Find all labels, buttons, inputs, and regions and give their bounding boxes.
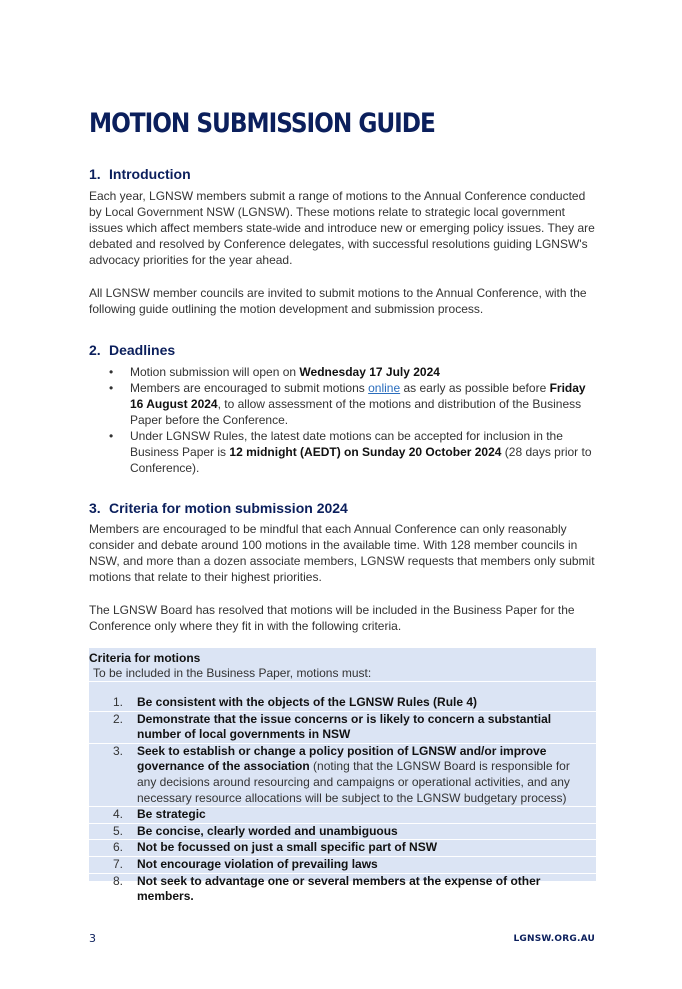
criteria-text: Not seek to advantage one or several members at the expense of other members. [137, 873, 541, 904]
criteria-text: Not encourage violation of prevailing laws [137, 856, 378, 871]
criteria-list [89, 695, 596, 906]
footer-website[interactable]: LGNSW.ORG.AU [513, 934, 595, 944]
criteria-number: 5. [113, 823, 124, 838]
bullet-icon: • [109, 381, 114, 395]
criteria-item [89, 874, 596, 906]
section-title: Deadlines [109, 342, 176, 358]
criteria-number: 3. [113, 743, 124, 758]
deadline-item [89, 380, 599, 428]
deadline-item [89, 428, 599, 476]
deadline-text: as early as possible before [400, 381, 550, 395]
criteria-item [89, 840, 596, 857]
criteria-paragraph-2: The LGNSW Board has resolved that motions will be included in the Business Paper for the Conference only where they fit in with the following criteria. [89, 603, 575, 633]
criteria-item [89, 712, 596, 744]
section-heading-introduction [89, 166, 191, 182]
intro-paragraph-2: All LGNSW member councils are invited to submit motions to the Annual Conference, with the following guide outlining the motion development and submission process. [89, 286, 587, 316]
criteria-text: Be concise, clearly worded and unambiguous [137, 823, 398, 838]
criteria-text: Demonstrate that the issue concerns or is likely to concern a substantial number of local governments in NSW [137, 711, 552, 742]
criteria-text: Be strategic [137, 807, 206, 822]
section-title: Criteria for motion submission 2024 [109, 500, 348, 516]
deadlines-list [89, 364, 599, 476]
section-number: 1. [89, 166, 101, 182]
section-title: Introduction [109, 166, 191, 182]
deadline-text: , to allow assessment of the motions and distribution of the Business Paper before the Conference. [130, 397, 582, 427]
criteria-number: 6. [113, 840, 124, 855]
deadline-date: 12 midnight (AEDT) on Sunday 20 October 2024 [229, 445, 502, 459]
criteria-note: (noting that the LGNSW Board is responsible for any decisions around resourcing and campaigns or operational activities, and any necessary resource allocations will be subject to the LGNSW budgetary process) [137, 759, 570, 805]
criteria-number: 7. [113, 856, 124, 871]
online-link[interactable]: online [368, 381, 401, 395]
criteria-paragraph-1: Members are encouraged to be mindful that each Annual Conference can only reasonably consider and debate around 100 motions in the available time. With 128 member councils in NSW, and more than a dozen associate members, LGNSW requests that members only submit motions that relate to their highest priorities. [89, 522, 595, 584]
criteria-box-heading: Criteria for motions [89, 651, 201, 665]
criteria-number: 8. [113, 873, 124, 888]
criteria-item [89, 824, 596, 841]
divider [89, 681, 596, 682]
intro-paragraph-1: Each year, LGNSW members submit a range of motions to the Annual Conference conducted by Local Government NSW (LGNSW). These motions relate to strategic local government issues which affect members state-wide and introduce new or emerging policy issues. They are debated and resolved by Conference delegates, with successful resolutions guiding LGNSW's advocacy priorities for the year ahead. [89, 189, 595, 267]
criteria-number: 1. [113, 695, 124, 709]
deadline-text: Members are encouraged to submit motions [130, 381, 369, 395]
criteria-box-intro: To be included in the Business Paper, motions must: [93, 666, 372, 680]
deadline-text: Under LGNSW Rules, the latest date motions can be accepted for inclusion in the Business Paper is [130, 429, 563, 459]
criteria-item [89, 857, 596, 874]
deadline-item [89, 364, 599, 380]
criteria-item [89, 744, 596, 807]
criteria-text: Not be focussed on just a small specific part of NSW [137, 840, 438, 855]
criteria-number: 2. [113, 711, 124, 726]
deadline-text: Motion submission will open on [130, 365, 300, 379]
criteria-number: 4. [113, 807, 124, 822]
bullet-icon: • [109, 429, 114, 443]
deadline-date: Wednesday 17 July 2024 [299, 365, 440, 379]
section-heading-deadlines [89, 342, 175, 358]
page-number: 3 [89, 932, 96, 945]
criteria-text: Be consistent with the objects of the LGNSW Rules (Rule 4) [137, 695, 478, 709]
criteria-item [89, 807, 596, 824]
criteria-text: Seek to establish or change a policy position of LGNSW and/or improve governance of the association [137, 743, 547, 774]
section-number: 3. [89, 500, 101, 516]
deadline-text: (28 days prior to Conference). [130, 445, 592, 475]
bullet-icon: • [109, 365, 114, 379]
criteria-item [89, 695, 596, 712]
section-number: 2. [89, 342, 101, 358]
section-heading-criteria [89, 500, 348, 516]
deadline-date: Friday 16 August 2024 [130, 381, 586, 411]
page-title: MOTION SUBMISSION GUIDE [89, 108, 435, 139]
